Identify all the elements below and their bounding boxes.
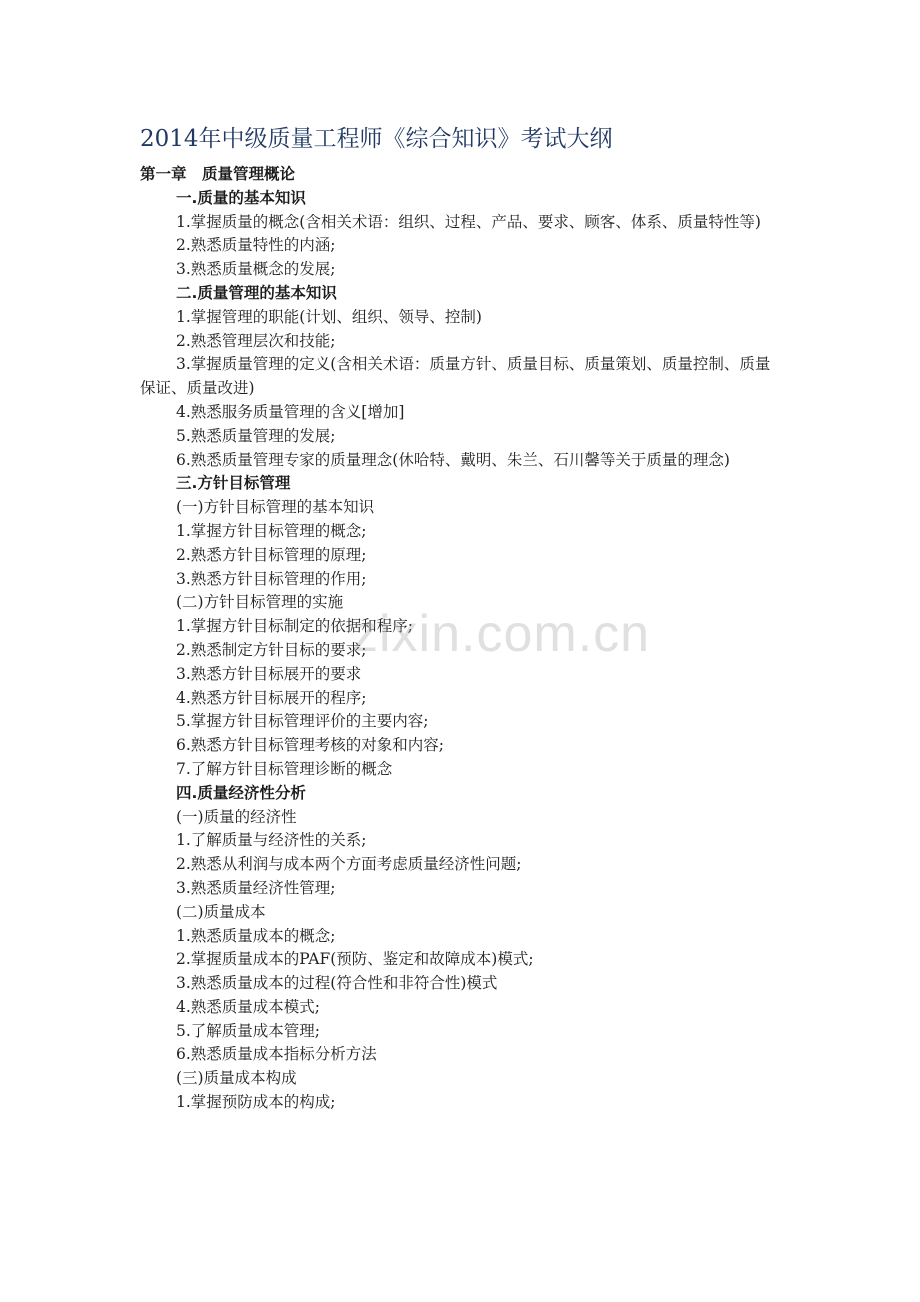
outline-item: 1.了解质量与经济性的关系;: [176, 831, 367, 850]
outline-item: (二)质量成本: [176, 902, 266, 921]
outline-item: 1.掌握方针目标制定的依据和程序;: [176, 617, 414, 636]
outline-item: (一)质量的经济性: [176, 807, 297, 826]
outline-item: 2.熟悉管理层次和技能;: [176, 331, 336, 350]
outline-item: 5.熟悉质量管理的发展;: [176, 426, 336, 445]
outline-item: 2.熟悉方针目标管理的原理;: [176, 545, 367, 564]
outline-item: 6.熟悉方针目标管理考核的对象和内容;: [176, 736, 445, 755]
outline-item: 3.熟悉方针目标管理的作用;: [176, 569, 367, 588]
outline-item: 4.熟悉服务质量管理的含义[增加]: [176, 402, 405, 421]
outline-item: 2.掌握质量成本的PAF(预防、鉴定和故障成本)模式;: [176, 950, 534, 969]
outline-item: 6.熟悉质量成本指标分析方法: [176, 1045, 377, 1064]
outline-item: 6.熟悉质量管理专家的质量理念(休哈特、戴明、朱兰、石川馨等关于质量的理念): [176, 450, 730, 469]
document-title: 2014年中级质量工程师《综合知识》考试大纲: [140, 126, 613, 152]
outline-item: (三)质量成本构成: [176, 1069, 297, 1088]
outline-item: 3.熟悉质量成本的过程(符合性和非符合性)模式: [176, 974, 498, 993]
outline-item: 3.熟悉方针目标展开的要求: [176, 664, 362, 683]
outline-item: 2.熟悉质量特性的内涵;: [176, 236, 336, 255]
section-heading: 二.质量管理的基本知识: [176, 283, 337, 302]
outline-item: 1.掌握预防成本的构成;: [176, 1093, 336, 1112]
watermark: zixin.com.cn: [352, 605, 651, 663]
outline-item: 5.了解质量成本管理;: [176, 1021, 321, 1040]
section-heading: 四.质量经济性分析: [176, 783, 306, 802]
outline-item: 2.熟悉从利润与成本两个方面考虑质量经济性问题;: [176, 855, 522, 874]
outline-item: 3.熟悉质量经济性管理;: [176, 878, 336, 897]
outline-item: 7.了解方针目标管理诊断的概念: [176, 759, 393, 778]
outline-item: 1.掌握质量的概念(含相关术语：组织、过程、产品、要求、顾客、体系、质量特性等): [176, 212, 761, 231]
outline-item: 3.熟悉质量概念的发展;: [176, 260, 336, 279]
outline-item: 5.掌握方针目标管理评价的主要内容;: [176, 712, 429, 731]
outline-item: 2.熟悉制定方针目标的要求;: [176, 640, 367, 659]
section-heading: 一.质量的基本知识: [176, 188, 306, 207]
outline-item: 4.熟悉质量成本模式;: [176, 997, 321, 1016]
outline-item: 1.熟悉质量成本的概念;: [176, 926, 336, 945]
outline-item: (一)方针目标管理的基本知识: [176, 498, 375, 517]
outline-item: 4.熟悉方针目标展开的程序;: [176, 688, 367, 707]
outline-item: (二)方针目标管理的实施: [176, 593, 344, 612]
outline-item: 1.掌握方针目标管理的概念;: [176, 521, 367, 540]
section-heading: 三.方针目标管理: [176, 474, 291, 493]
outline-item: 1.掌握管理的职能(计划、组织、领导、控制): [176, 307, 482, 326]
outline-item: 3.掌握质量管理的定义(含相关术语：质量方针、质量目标、质量策划、质量控制、质量保证、质量改进): [140, 355, 771, 398]
chapter-heading: 第一章 质量管理概论: [140, 165, 296, 183]
